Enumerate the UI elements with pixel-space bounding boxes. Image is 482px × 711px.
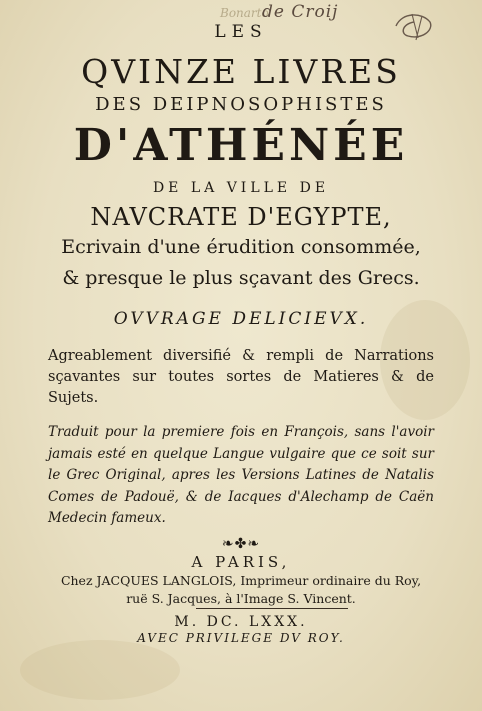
imprint-address: ruë S. Jacques, à l'Image S. Vincent. bbox=[126, 591, 356, 606]
title-de-la-ville: DE LA VILLE DE bbox=[152, 180, 330, 196]
printer-ornament: ❧✤❧ bbox=[221, 536, 261, 552]
subtitle-ouvrage: OVVRAGE DELICIEVX. bbox=[113, 309, 369, 329]
subtitle-ecrivain: Ecrivain d'une érudition consommée, bbox=[61, 236, 421, 258]
imprint-city: A PARIS, bbox=[191, 553, 291, 571]
imprint-date: M. DC. LXXX. bbox=[174, 614, 308, 630]
imprint-privilege: AVEC PRIVILEGE DV ROY. bbox=[137, 631, 345, 645]
paper-stain bbox=[20, 640, 180, 700]
title-deipnosophistes: DES DEIPNOSOPHISTES bbox=[95, 94, 387, 115]
description-paragraph: Agreablement diversifié & rempli de Narrations sçavantes sur toutes sortes de Matieres & de Sujets. bbox=[48, 348, 434, 406]
imprint-divider bbox=[196, 608, 348, 609]
translation-note-paragraph: Traduit pour la premiere fois en François, sans l'avoir jamais esté en quelque Langue vulgaire que ce soit sur le Grec Original, apres les Versions Latines de Natalis Comes de Padouë, & de Iacques d'Alechamp de Caën Medecin fameux. bbox=[48, 424, 434, 526]
imprint-printer: Chez JACQUES LANGLOIS, Imprimeur ordinaire du Roy, bbox=[60, 573, 422, 588]
handwritten-owner-note: de Croij bbox=[262, 2, 339, 22]
title-qvinze-livres: QVINZE LIVRES bbox=[81, 52, 401, 91]
title-naucrate: NAVCRATE D'EGYPTE, bbox=[90, 203, 392, 231]
title-les: LES bbox=[214, 22, 268, 42]
faded-handwritten-note: Bonarto bbox=[220, 6, 269, 20]
subtitle-presque: & presque le plus sçavant des Grecs. bbox=[62, 267, 420, 289]
title-athenee: D'ATHÉNÉE bbox=[73, 120, 409, 171]
